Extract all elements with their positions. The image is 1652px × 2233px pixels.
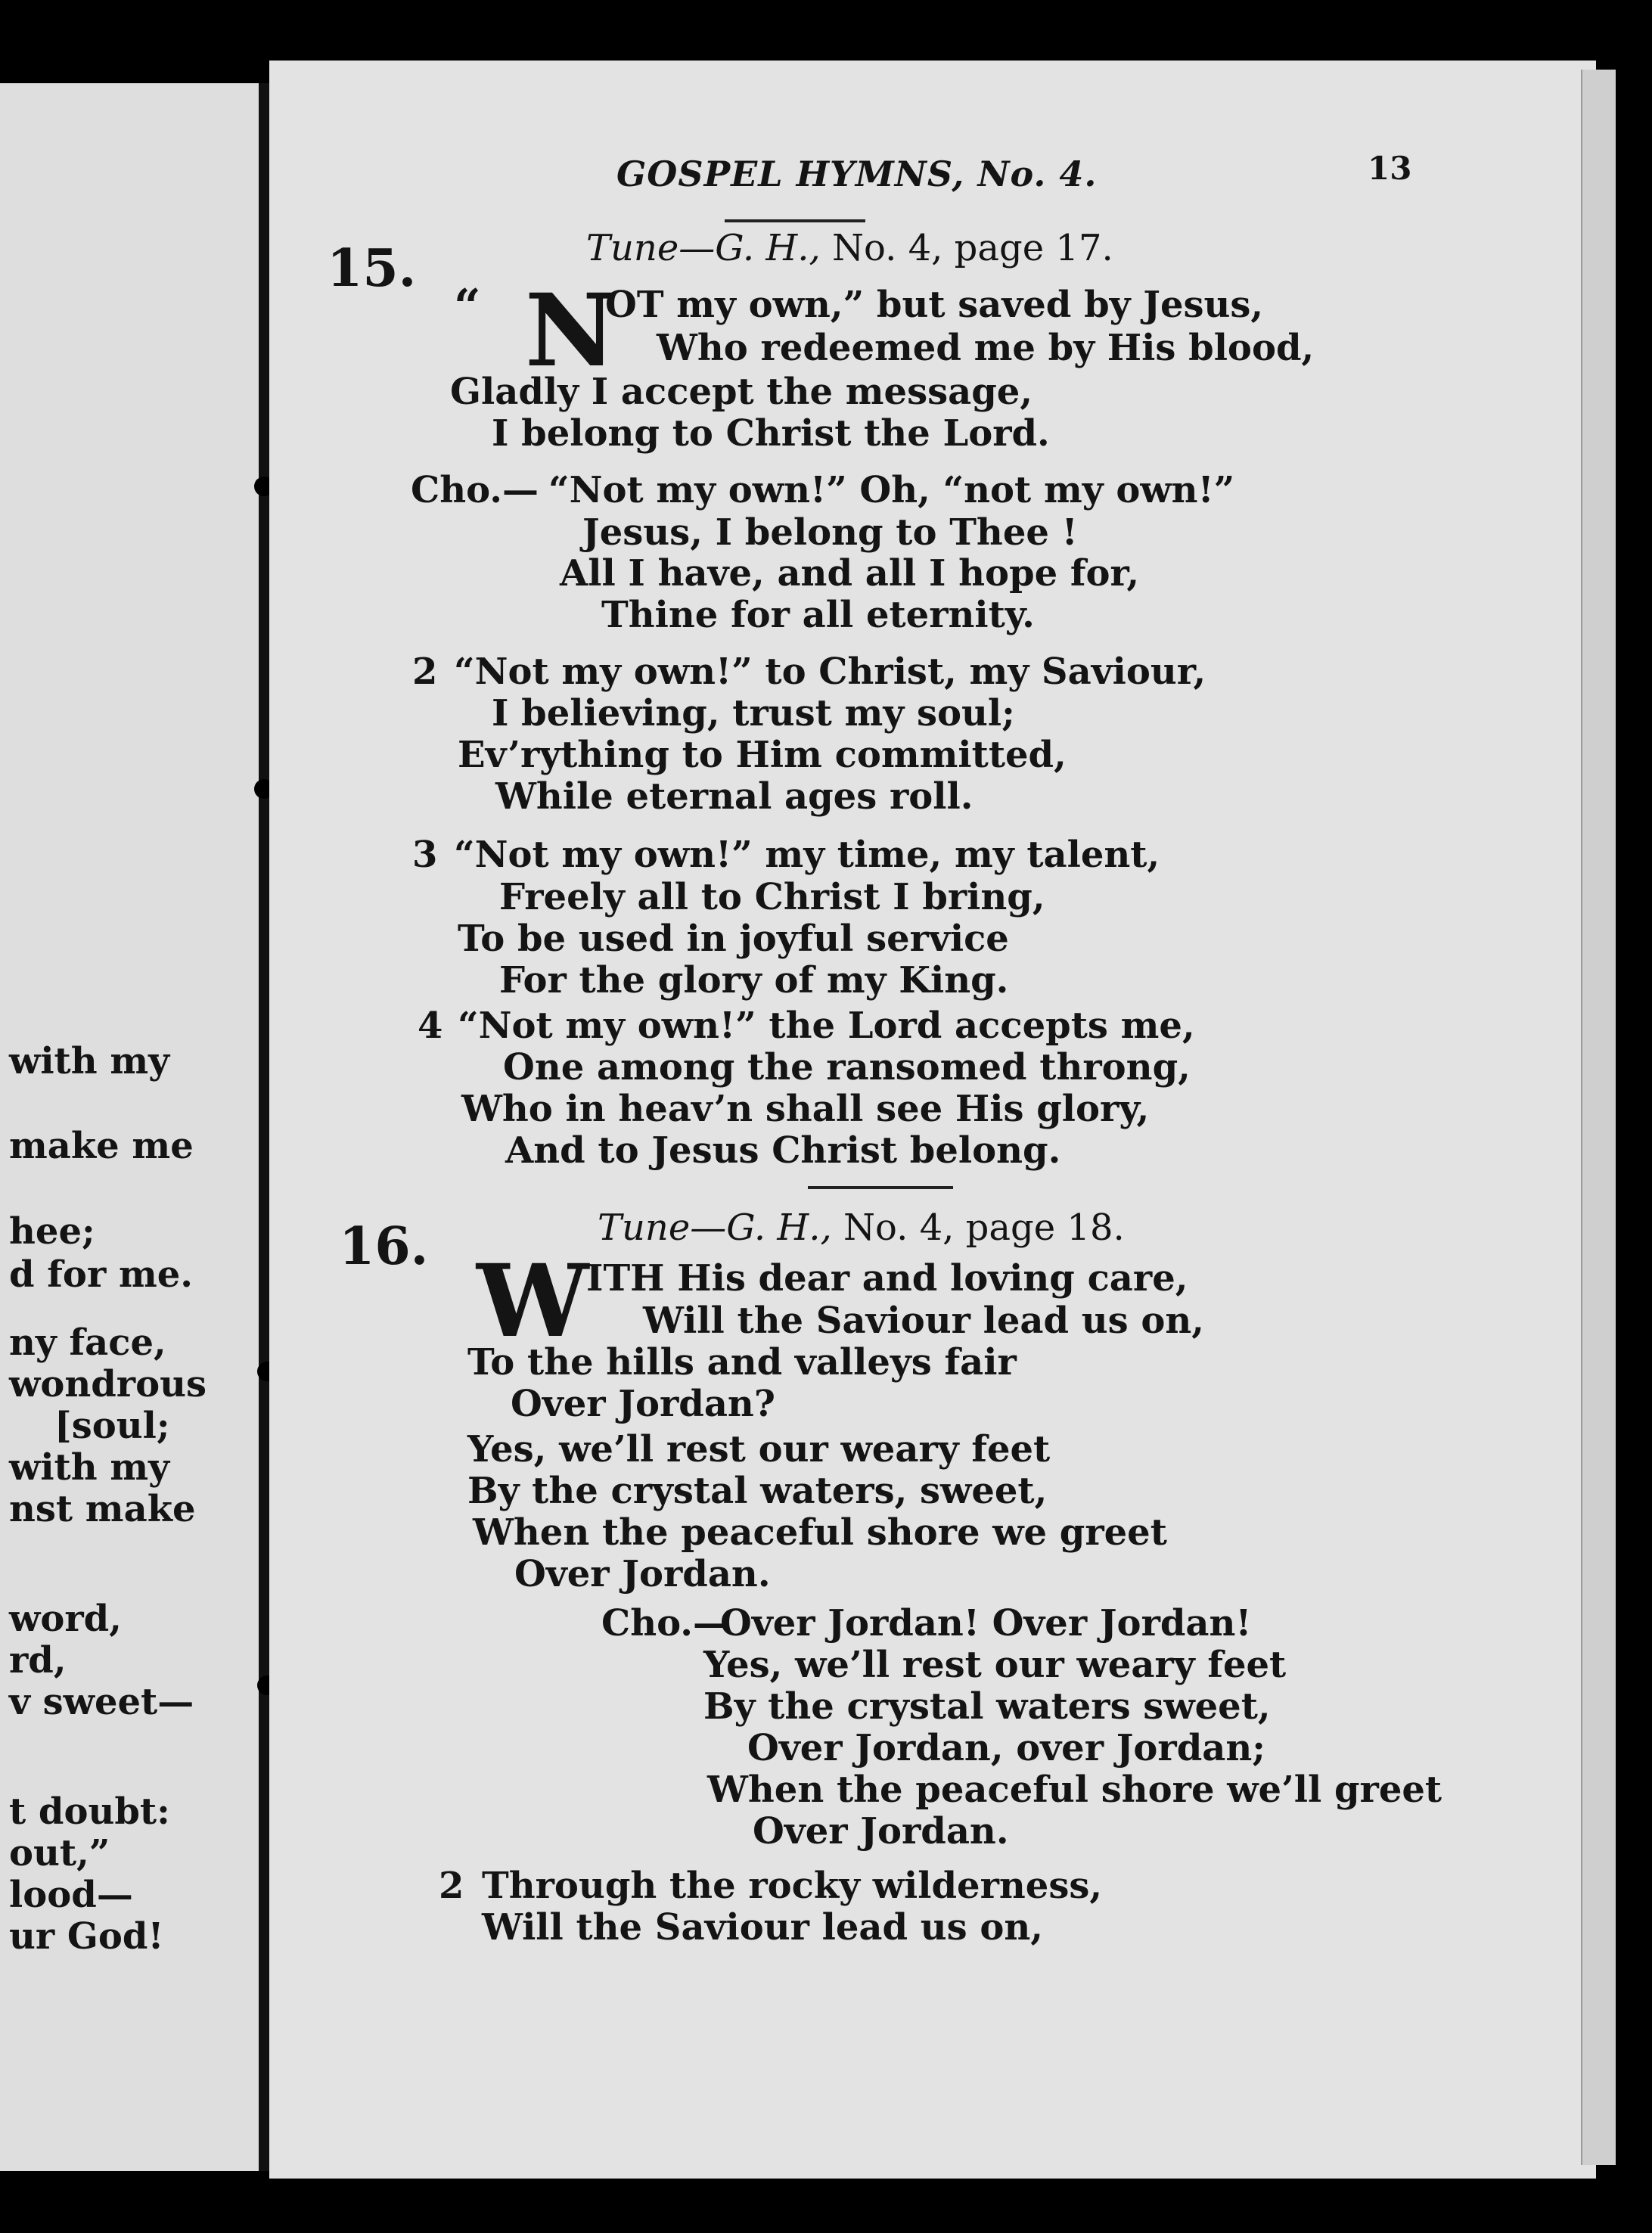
left-line: t doubt: [9,1790,170,1833]
chorus-label: Cho.— [411,469,539,511]
running-header-title: GOSPEL HYMNS, No. 4. [616,154,1098,194]
left-line: with my [9,1040,170,1082]
left-line: with my [9,1446,170,1489]
header-rule [725,219,865,222]
chorus-label: Cho.— [601,1602,729,1644]
chorus-line: Over Jordan! Over Jordan! [720,1602,1252,1644]
left-line: out,” [9,1832,110,1874]
verse-line: Who in heav’n shall see His glory, [461,1088,1150,1130]
verse-line: Who redeemed me by His blood, [657,327,1315,369]
verse-line: Will the Saviour lead us on, [643,1300,1205,1342]
verse-line: I believing, trust my soul; [492,692,1015,734]
left-line: hee; [9,1210,95,1253]
open-quote: “ [454,278,481,334]
left-line: d for me. [9,1253,193,1296]
page-number: 13 [1368,150,1412,187]
verse-line: Yes, we’ll rest our weary feet [467,1428,1051,1471]
hymn-number: 16. [339,1216,429,1277]
tune-label: Tune—G. H., [598,1207,832,1249]
verse-line: Over Jordan. [514,1553,771,1595]
page-edge [1581,70,1616,2165]
left-line: nst make [9,1488,196,1530]
left-line: rd, [9,1639,67,1682]
verse-line: Over Jordan? [511,1383,775,1425]
verse-number: 4 [418,1005,443,1047]
verse-line: And to Jesus Christ belong. [505,1129,1061,1172]
chorus-line: Thine for all eternity. [601,594,1035,636]
drop-cap: W [477,1243,589,1360]
verse-line: When the peaceful shore we greet [473,1511,1167,1554]
left-line: lood— [9,1874,133,1916]
chorus-line: Over Jordan, over Jordan; [747,1727,1265,1769]
verse-line: I belong to Christ the Lord. [492,412,1050,455]
chorus-line: Jesus, I belong to Thee ! [582,511,1078,554]
verse-line: Will the Saviour lead us on, [482,1906,1044,1949]
left-line: [soul; [54,1405,170,1447]
left-line: make me [9,1125,194,1167]
verse-line: To be used in joyful service [458,918,1009,960]
verse-line: “Not my own!” my time, my talent, [454,834,1160,876]
tune-reference: No. 4, page 17. [832,227,1113,269]
verse-line: Freely all to Christ I bring, [499,876,1045,918]
book-gutter [259,83,269,2171]
verse-number: 3 [412,834,438,876]
verse-line: OT my own,” but saved by Jesus, [605,284,1264,326]
chorus-line: When the peaceful shore we’ll greet [707,1769,1442,1811]
verse-line: One among the ransomed throng, [503,1046,1191,1089]
verse-line: Ev’rything to Him committed, [458,734,1067,776]
chorus-line: Yes, we’ll rest our weary feet [703,1644,1287,1686]
chorus-line: All I have, and all I hope for, [560,552,1140,595]
left-line: ur God! [9,1915,164,1958]
verse-number: 2 [439,1865,464,1907]
tune-line [586,227,1113,269]
hymn-number: 15. [327,238,417,299]
verse-number: 2 [412,651,438,693]
chorus-line: “Not my own!” Oh, “not my own!” [548,469,1235,511]
left-line: wondrous [9,1363,207,1405]
drop-cap: N [525,272,616,390]
verse-line: Through the rocky wilderness, [482,1865,1103,1907]
chorus-line: Over Jordan. [753,1810,1009,1853]
tune-reference: No. 4, page 18. [843,1207,1125,1249]
verse-line: While eternal ages roll. [495,775,974,818]
left-line: word, [9,1598,122,1640]
verse-line: “Not my own!” to Christ, my Saviour, [454,651,1206,693]
left-line: v sweet— [9,1681,194,1723]
verse-line: To the hills and valleys fair [467,1341,1017,1384]
tune-line [598,1207,1125,1249]
left-line: ny face, [9,1321,166,1364]
verse-line: Gladly I accept the message, [450,371,1033,413]
verse-line: By the crystal waters, sweet, [467,1470,1048,1512]
tune-label: Tune—G. H., [586,227,821,269]
verse-line: “Not my own!” the Lord accepts me, [458,1005,1195,1047]
hymn-divider-rule [808,1186,953,1189]
verse-line: For the glory of my King. [499,959,1009,1002]
chorus-line: By the crystal waters sweet, [703,1685,1271,1728]
verse-line: ITH His dear and loving care, [586,1257,1188,1300]
